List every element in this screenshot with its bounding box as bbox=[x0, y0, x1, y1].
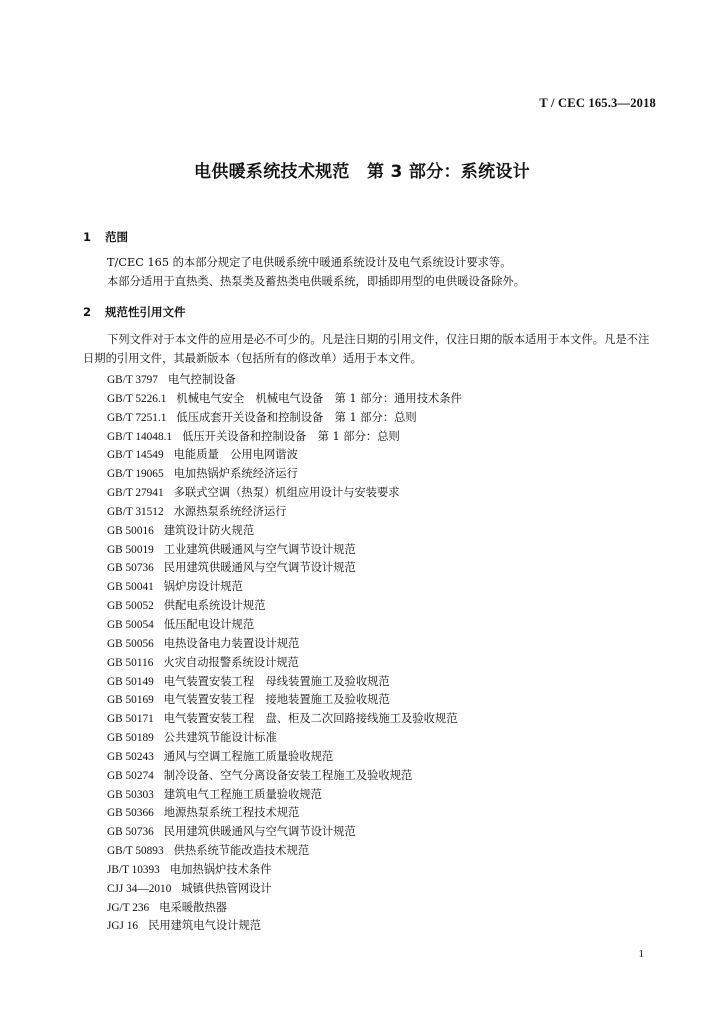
document-title: 电供暖系统技术规范 第 3 部分：系统设计 bbox=[194, 162, 530, 182]
reference-name: 电气控制设备 bbox=[167, 373, 236, 386]
reference-item bbox=[107, 446, 462, 465]
reference-code: GB 50116 bbox=[107, 656, 154, 669]
reference-name: 电加热锅炉技术条件 bbox=[169, 862, 272, 876]
reference-code: JB/T 10393 bbox=[107, 863, 160, 876]
reference-code: JG/T 236 bbox=[107, 901, 150, 914]
reference-item bbox=[107, 786, 462, 805]
reference-name: 民用建筑供暖通风与空气调节设计规范 bbox=[163, 561, 356, 575]
reference-item bbox=[107, 710, 462, 729]
reference-code: CJJ 34—2010 bbox=[107, 882, 172, 895]
page-number: 1 bbox=[638, 948, 644, 960]
reference-code: GB/T 27941 bbox=[107, 487, 164, 500]
reference-item bbox=[107, 635, 462, 654]
reference-item bbox=[107, 465, 462, 484]
reference-item bbox=[107, 880, 462, 899]
reference-item bbox=[107, 390, 462, 409]
scope-paragraph-1: T/CEC 165 的本部分规定了电供暖系统中暖通系统设计及电气系统设计要求等。 bbox=[107, 256, 512, 269]
reference-item bbox=[107, 729, 462, 748]
section-2-heading bbox=[83, 304, 186, 320]
reference-item bbox=[107, 899, 462, 918]
reference-item bbox=[107, 748, 462, 767]
reference-code: GB 50016 bbox=[107, 524, 154, 537]
reference-name: 工业建筑供暖通风与空气调节设计规范 bbox=[163, 542, 356, 556]
reference-code: GB/T 50893 bbox=[107, 845, 164, 858]
reference-name: 电气装置安装工程 接地装置施工及验收规范 bbox=[163, 693, 390, 707]
section-2-number: 2 bbox=[83, 305, 92, 319]
reference-name: 电能质量 公用电网谐波 bbox=[173, 448, 298, 462]
reference-code: GB 50736 bbox=[107, 562, 154, 575]
reference-item bbox=[107, 654, 462, 673]
reference-code: JGJ 16 bbox=[107, 920, 139, 933]
reference-code: GB 50274 bbox=[107, 769, 154, 782]
reference-item bbox=[107, 541, 462, 560]
reference-item bbox=[107, 823, 462, 842]
reference-item bbox=[107, 917, 462, 936]
reference-name: 电加热锅炉系统经济运行 bbox=[173, 467, 298, 481]
reference-code: GB 50171 bbox=[107, 713, 154, 726]
reference-name: 通风与空调工程施工质量验收规范 bbox=[163, 749, 334, 763]
reference-name: 建筑设计防火规范 bbox=[163, 523, 255, 537]
reference-item bbox=[107, 767, 462, 786]
section-1-number: 1 bbox=[83, 230, 92, 244]
reference-item bbox=[107, 578, 462, 597]
reference-name: 民用建筑电气设计规范 bbox=[148, 919, 262, 933]
reference-name: 城镇供热管网设计 bbox=[181, 881, 272, 895]
reference-item bbox=[107, 409, 462, 428]
reference-code: GB 50149 bbox=[107, 675, 154, 688]
reference-name: 低压开关设备和控制设备 第 1 部分：总则 bbox=[182, 429, 400, 443]
reference-list bbox=[107, 371, 462, 936]
reference-code: GB 50041 bbox=[107, 581, 154, 594]
reference-code: GB/T 5226.1 bbox=[107, 392, 167, 405]
reference-name: 电热设备电力装置设计规范 bbox=[163, 636, 300, 650]
reference-name: 供热系统节能改造技术规范 bbox=[173, 844, 310, 858]
reference-code: GB 50189 bbox=[107, 732, 154, 745]
reference-item bbox=[107, 428, 462, 447]
document-code: T / CEC 165.3—2018 bbox=[539, 96, 656, 110]
reference-code: GB/T 3797 bbox=[107, 374, 158, 386]
reference-code: GB/T 31512 bbox=[107, 505, 164, 518]
reference-item bbox=[107, 522, 462, 541]
reference-code: GB 50303 bbox=[107, 788, 154, 801]
reference-code: GB 50169 bbox=[107, 694, 154, 707]
reference-item bbox=[107, 804, 462, 823]
references-intro: 下列文件对于本文件的应用是必不可少的。凡是注日期的引用文件，仅注日期的版本适用于本文件。凡是不注日期的引用文件，其最新版本（包括所有的修改单）适用于本文件。 bbox=[83, 333, 650, 365]
reference-name: 建筑电气工程施工质量验收规范 bbox=[163, 787, 322, 801]
reference-name: 电气装置安装工程 母线装置施工及验收规范 bbox=[163, 674, 390, 688]
section-1-heading bbox=[83, 229, 128, 245]
reference-name: 地源热泵系统工程技术规范 bbox=[163, 806, 300, 820]
reference-item bbox=[107, 371, 462, 390]
reference-item bbox=[107, 673, 462, 692]
reference-name: 民用建筑供暖通风与空气调节设计规范 bbox=[163, 825, 356, 839]
reference-code: GB 50054 bbox=[107, 618, 154, 631]
reference-item bbox=[107, 484, 462, 503]
reference-name: 供配电系统设计规范 bbox=[163, 599, 266, 613]
reference-name: 电采暖散热器 bbox=[159, 900, 227, 914]
reference-item bbox=[107, 616, 462, 635]
scope-paragraph-2: 本部分适用于直热类、热泵类及蓄热类电供暖系统，即插即用型的电供暖设备除外。 bbox=[107, 275, 525, 288]
reference-item bbox=[107, 691, 462, 710]
reference-name: 公共建筑节能设计标准 bbox=[163, 731, 277, 745]
reference-code: GB 50056 bbox=[107, 637, 154, 650]
reference-code: GB 50366 bbox=[107, 807, 154, 820]
reference-name: 电气装置安装工程 盘、柜及二次回路接线施工及验收规范 bbox=[163, 712, 458, 726]
reference-item bbox=[107, 861, 462, 880]
reference-name: 制冷设备、空气分离设备安装工程施工及验收规范 bbox=[163, 768, 413, 782]
reference-item bbox=[107, 503, 462, 522]
reference-name: 多联式空调（热泵）机组应用设计与安装要求 bbox=[173, 486, 400, 500]
reference-code: GB/T 14549 bbox=[107, 449, 164, 462]
reference-code: GB/T 14048.1 bbox=[107, 430, 173, 443]
reference-name: 水源热泵系统经济运行 bbox=[173, 504, 287, 518]
reference-name: 机械电气安全 机械电气设备 第 1 部分：通用技术条件 bbox=[176, 391, 462, 405]
reference-name: 低压配电设计规范 bbox=[163, 617, 255, 631]
reference-code: GB 50243 bbox=[107, 750, 154, 763]
reference-code: GB/T 7251.1 bbox=[107, 411, 167, 424]
reference-code: GB 50736 bbox=[107, 826, 154, 839]
reference-code: GB 50052 bbox=[107, 600, 154, 613]
reference-item bbox=[107, 842, 462, 861]
reference-code: GB 50019 bbox=[107, 543, 154, 556]
reference-name: 火灾自动报警系统设计规范 bbox=[163, 655, 299, 669]
reference-name: 低压成套开关设备和控制设备 第 1 部分：总则 bbox=[176, 410, 417, 424]
reference-name: 锅炉房设计规范 bbox=[163, 580, 243, 594]
reference-code: GB/T 19065 bbox=[107, 468, 164, 481]
section-2-title: 规范性引用文件 bbox=[105, 305, 186, 319]
reference-item bbox=[107, 597, 462, 616]
section-1-title: 范围 bbox=[105, 230, 128, 244]
reference-item bbox=[107, 559, 462, 578]
